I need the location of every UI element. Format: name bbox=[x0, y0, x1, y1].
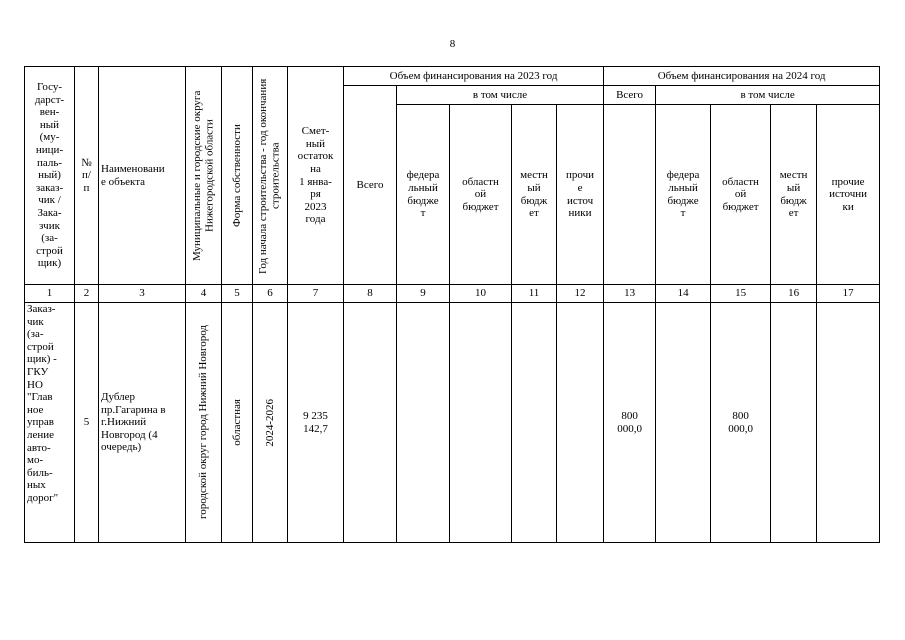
financing-table bbox=[24, 66, 880, 543]
local-2024-cell bbox=[771, 303, 817, 543]
years-cell: 2024-2026 bbox=[253, 303, 288, 543]
regional-2024-cell: 800 000,0 bbox=[711, 303, 771, 543]
header-index: № п/ п bbox=[75, 67, 99, 285]
district-cell: городской округ город Нижний Новгород bbox=[186, 303, 222, 543]
local-2023-cell bbox=[512, 303, 557, 543]
header-object-name: Наименовани е объекта bbox=[99, 67, 186, 285]
column-number-row bbox=[25, 285, 880, 303]
regional-2023-cell bbox=[450, 303, 512, 543]
index-cell: 5 bbox=[75, 303, 99, 543]
column-number: 10 bbox=[450, 285, 512, 303]
column-number: 5 bbox=[222, 285, 253, 303]
column-number: 13 bbox=[604, 285, 656, 303]
column-number: 4 bbox=[186, 285, 222, 303]
header-total-2024: Всего bbox=[604, 86, 656, 105]
other-2024-cell bbox=[817, 303, 880, 543]
header-regional-2024: областн ой бюджет bbox=[711, 105, 771, 285]
total-2023-cell bbox=[344, 303, 397, 543]
column-number: 16 bbox=[771, 285, 817, 303]
table-row bbox=[25, 303, 880, 543]
ownership-cell: областная bbox=[222, 303, 253, 543]
header-customer: Госу- дарст- вен- ный (му- ници- паль- ный) заказ- чик / Зака- зчик (за- строй щик) bbox=[25, 67, 75, 285]
customer-cell: Заказ- чик (за- строй щик) - ГКУ НО "Глав ное управ ление авто- мо- биль- ных дорог" bbox=[25, 303, 75, 543]
header-federal-2024: федера льный бюдже т bbox=[656, 105, 711, 285]
header-other-2023: прочи е источ ники bbox=[557, 105, 604, 285]
column-number: 8 bbox=[344, 285, 397, 303]
header-regional-2023: областн ой бюджет bbox=[450, 105, 512, 285]
column-number: 7 bbox=[288, 285, 344, 303]
balance-cell: 9 235 142,7 bbox=[288, 303, 344, 543]
header-district: Муниципальные и городские округа Нижегородской области bbox=[186, 67, 222, 285]
header-ownership: Форма собственности bbox=[222, 67, 253, 285]
column-number: 1 bbox=[25, 285, 75, 303]
object-name-cell: Дублер пр.Гагарина в г.Нижний Новгород (4 очередь) bbox=[99, 303, 186, 543]
column-number: 11 bbox=[512, 285, 557, 303]
header-including-2024: в том числе bbox=[656, 86, 880, 105]
column-number: 17 bbox=[817, 285, 880, 303]
header-total-2024-blank bbox=[604, 105, 656, 285]
column-number: 6 bbox=[253, 285, 288, 303]
header-financing-2024: Объем финансирования на 2024 год bbox=[604, 67, 880, 86]
header-years: Год начала строительства - год окончания строительства bbox=[253, 67, 288, 285]
header-balance: Смет- ный остаток на 1 янва- ря 2023 года bbox=[288, 67, 344, 285]
header-other-2024: прочие источни ки bbox=[817, 105, 880, 285]
total-2024-cell: 800 000,0 bbox=[604, 303, 656, 543]
column-number: 3 bbox=[99, 285, 186, 303]
column-number: 14 bbox=[656, 285, 711, 303]
column-number: 15 bbox=[711, 285, 771, 303]
header-financing-2023: Объем финансирования на 2023 год bbox=[344, 67, 604, 86]
column-number: 2 bbox=[75, 285, 99, 303]
header-including-2023: в том числе bbox=[397, 86, 604, 105]
column-number: 12 bbox=[557, 285, 604, 303]
other-2023-cell bbox=[557, 303, 604, 543]
header-local-2023: местн ый бюдж ет bbox=[512, 105, 557, 285]
header-local-2024: местн ый бюдж ет bbox=[771, 105, 817, 285]
header-total-2023: Всего bbox=[344, 86, 397, 285]
federal-2023-cell bbox=[397, 303, 450, 543]
header-federal-2023: федера льный бюдже т bbox=[397, 105, 450, 285]
federal-2024-cell bbox=[656, 303, 711, 543]
page-number: 8 bbox=[449, 38, 456, 50]
column-number: 9 bbox=[397, 285, 450, 303]
